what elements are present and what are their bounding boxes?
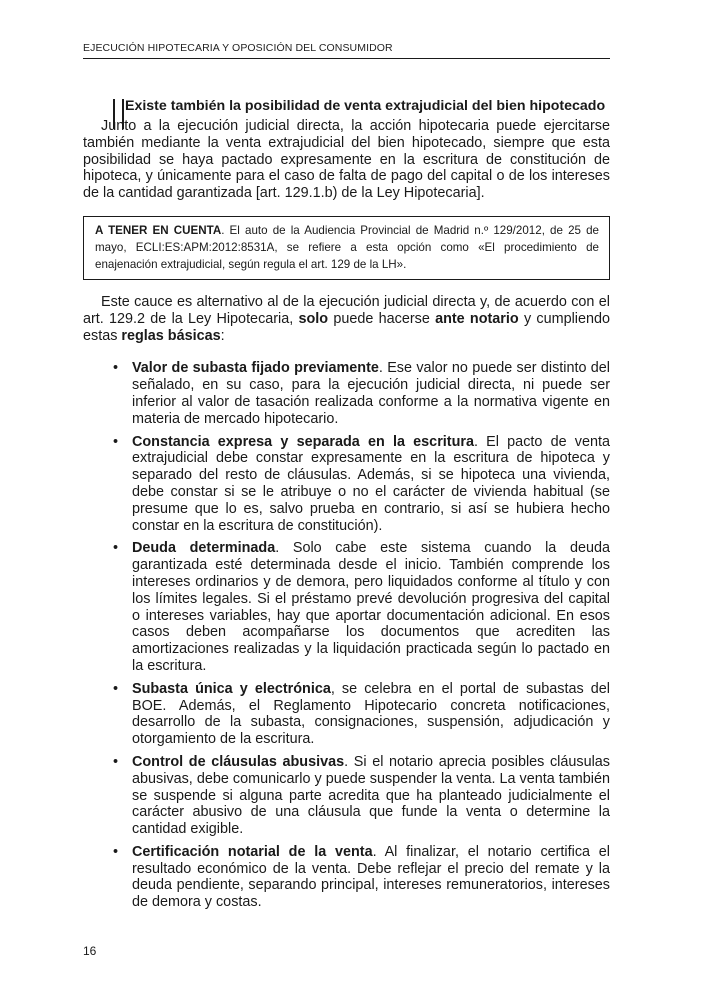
rule-text: . Solo cabe este sistema cuando la deuda garantizada esté determinada desde el inicio. También comprende los intereses ordinarios y de demora, pero liquidados conforme al título y con los límites legales. Si el préstamo prevé devolución progresiva del capital o intereses variables, hay que aportar documentación adicional. En esos casos deben acompañarse los documentos que acrediten las amortizaciones realizadas y la liquidación practicada según lo pactado en la escritura. xyxy=(132,540,610,674)
rule-item xyxy=(113,844,610,911)
p2-text-4: : xyxy=(220,327,225,344)
intro-paragraph: Junto a la ejecución judicial directa, la acción hipotecaria puede ejercitarse también mediante la venta extrajudicial del bien hipotecado, siempre que esta posibilidad se haya pactado expresamente en la escritura de constitución de hipoteca, y únicamente para el caso de falta de pago del capital o de los intereses de la cantidad garantizada [art. 129.1.b) de la Ley Hipotecaria]. xyxy=(83,118,610,202)
rule-term: Constancia expresa y separada en la escritura xyxy=(132,433,474,450)
bullet-icon: • xyxy=(113,753,119,770)
running-header: EJECUCIÓN HIPOTECARIA Y OPOSICIÓN DEL CONSUMIDOR xyxy=(83,42,393,54)
section-heading: Existe también la posibilidad de venta extrajudicial del bien hipotecado xyxy=(113,98,610,114)
rule-term: Deuda determinada xyxy=(132,540,276,557)
rule-text: . Si el notario aprecia posibles cláusulas abusivas, debe comunicarlo y puede suspender la venta. La venta también se suspende si alguna parte acredita que ha planteado judicialmente el carácter abusivo de una cláusula que funde la venta o determine la cantidad exigible. xyxy=(132,753,610,838)
rules-intro-paragraph xyxy=(83,294,610,344)
rules-list xyxy=(83,360,610,911)
rule-item xyxy=(113,681,610,748)
rule-text: . El pacto de venta extrajudicial debe constar expresamente en la escritura de hipoteca y separado del resto de cláusulas. Además, si se hipoteca una vivienda, debe constar si se le atribuye o no el carácter de vivienda habitual (se presume que lo es, salvo prueba en contrario, si así se hubiera hecho constar en la escritura de constitución). xyxy=(132,433,610,534)
p2-bold-reglas: reglas básicas xyxy=(121,327,221,344)
p2-bold-ante-notario: ante notario xyxy=(435,310,519,327)
note-text: . El auto de la Audiencia Provincial de Madrid n.º 129/2012, de 25 de mayo, ECLI:ES:APM:2012:8531A, se refiere a esta opción como «El procedimiento de enajenación extrajudicial, según regula el art. 129 de la LH». xyxy=(95,223,600,271)
bullet-icon: • xyxy=(113,540,119,557)
bullet-icon: • xyxy=(113,680,119,697)
p2-bold-solo: solo xyxy=(298,310,329,327)
rule-text: . Ese valor no puede ser distinto del señalado, en su caso, para la ejecución judicial directa, ni puede ser inferior al valor de tasación realizada conforme a la normativa vigente en materia de mercado hipotecario. xyxy=(132,360,611,427)
rule-item xyxy=(113,540,610,674)
rule-term: Subasta única y electrónica xyxy=(132,680,331,697)
rule-item xyxy=(113,754,610,838)
rule-item xyxy=(113,434,610,535)
p2-text-1: Este cauce es alternativo al de la ejecución judicial directa y, de acuerdo con el art. 129.2 de la Ley Hipotecaria, xyxy=(83,293,610,327)
bullet-icon: • xyxy=(113,843,119,860)
page-content xyxy=(83,98,610,917)
p2-text-3: y cumpliendo estas xyxy=(83,310,610,344)
note-box xyxy=(83,216,610,280)
page-number: 16 xyxy=(83,944,97,958)
rule-text: , se celebra en el portal de subastas del BOE. Además, el Reglamento Hipotecario concreta notificaciones, desarrollo de la subasta, consignaciones, suspensión, adjudicación y otorgamiento de la escritura. xyxy=(132,680,610,748)
rule-term: Certificación notarial de la venta xyxy=(132,843,373,860)
rule-term: Control de cláusulas abusivas xyxy=(132,753,345,770)
note-label: A TENER EN CUENTA xyxy=(95,223,222,237)
bullet-icon: • xyxy=(113,360,119,377)
rule-term: Valor de subasta fijado previamente xyxy=(132,360,379,377)
p2-text-2: puede hacerse xyxy=(328,310,436,327)
rule-item xyxy=(113,360,610,427)
bullet-icon: • xyxy=(113,433,119,450)
header-rule xyxy=(83,58,610,59)
rule-text: . Al finalizar, el notario certifica el resultado económico de la venta. Debe reflejar el precio del remate y la deuda pendiente, separando principal, intereses remuneratorios, intereses de demora y costas. xyxy=(132,843,610,911)
